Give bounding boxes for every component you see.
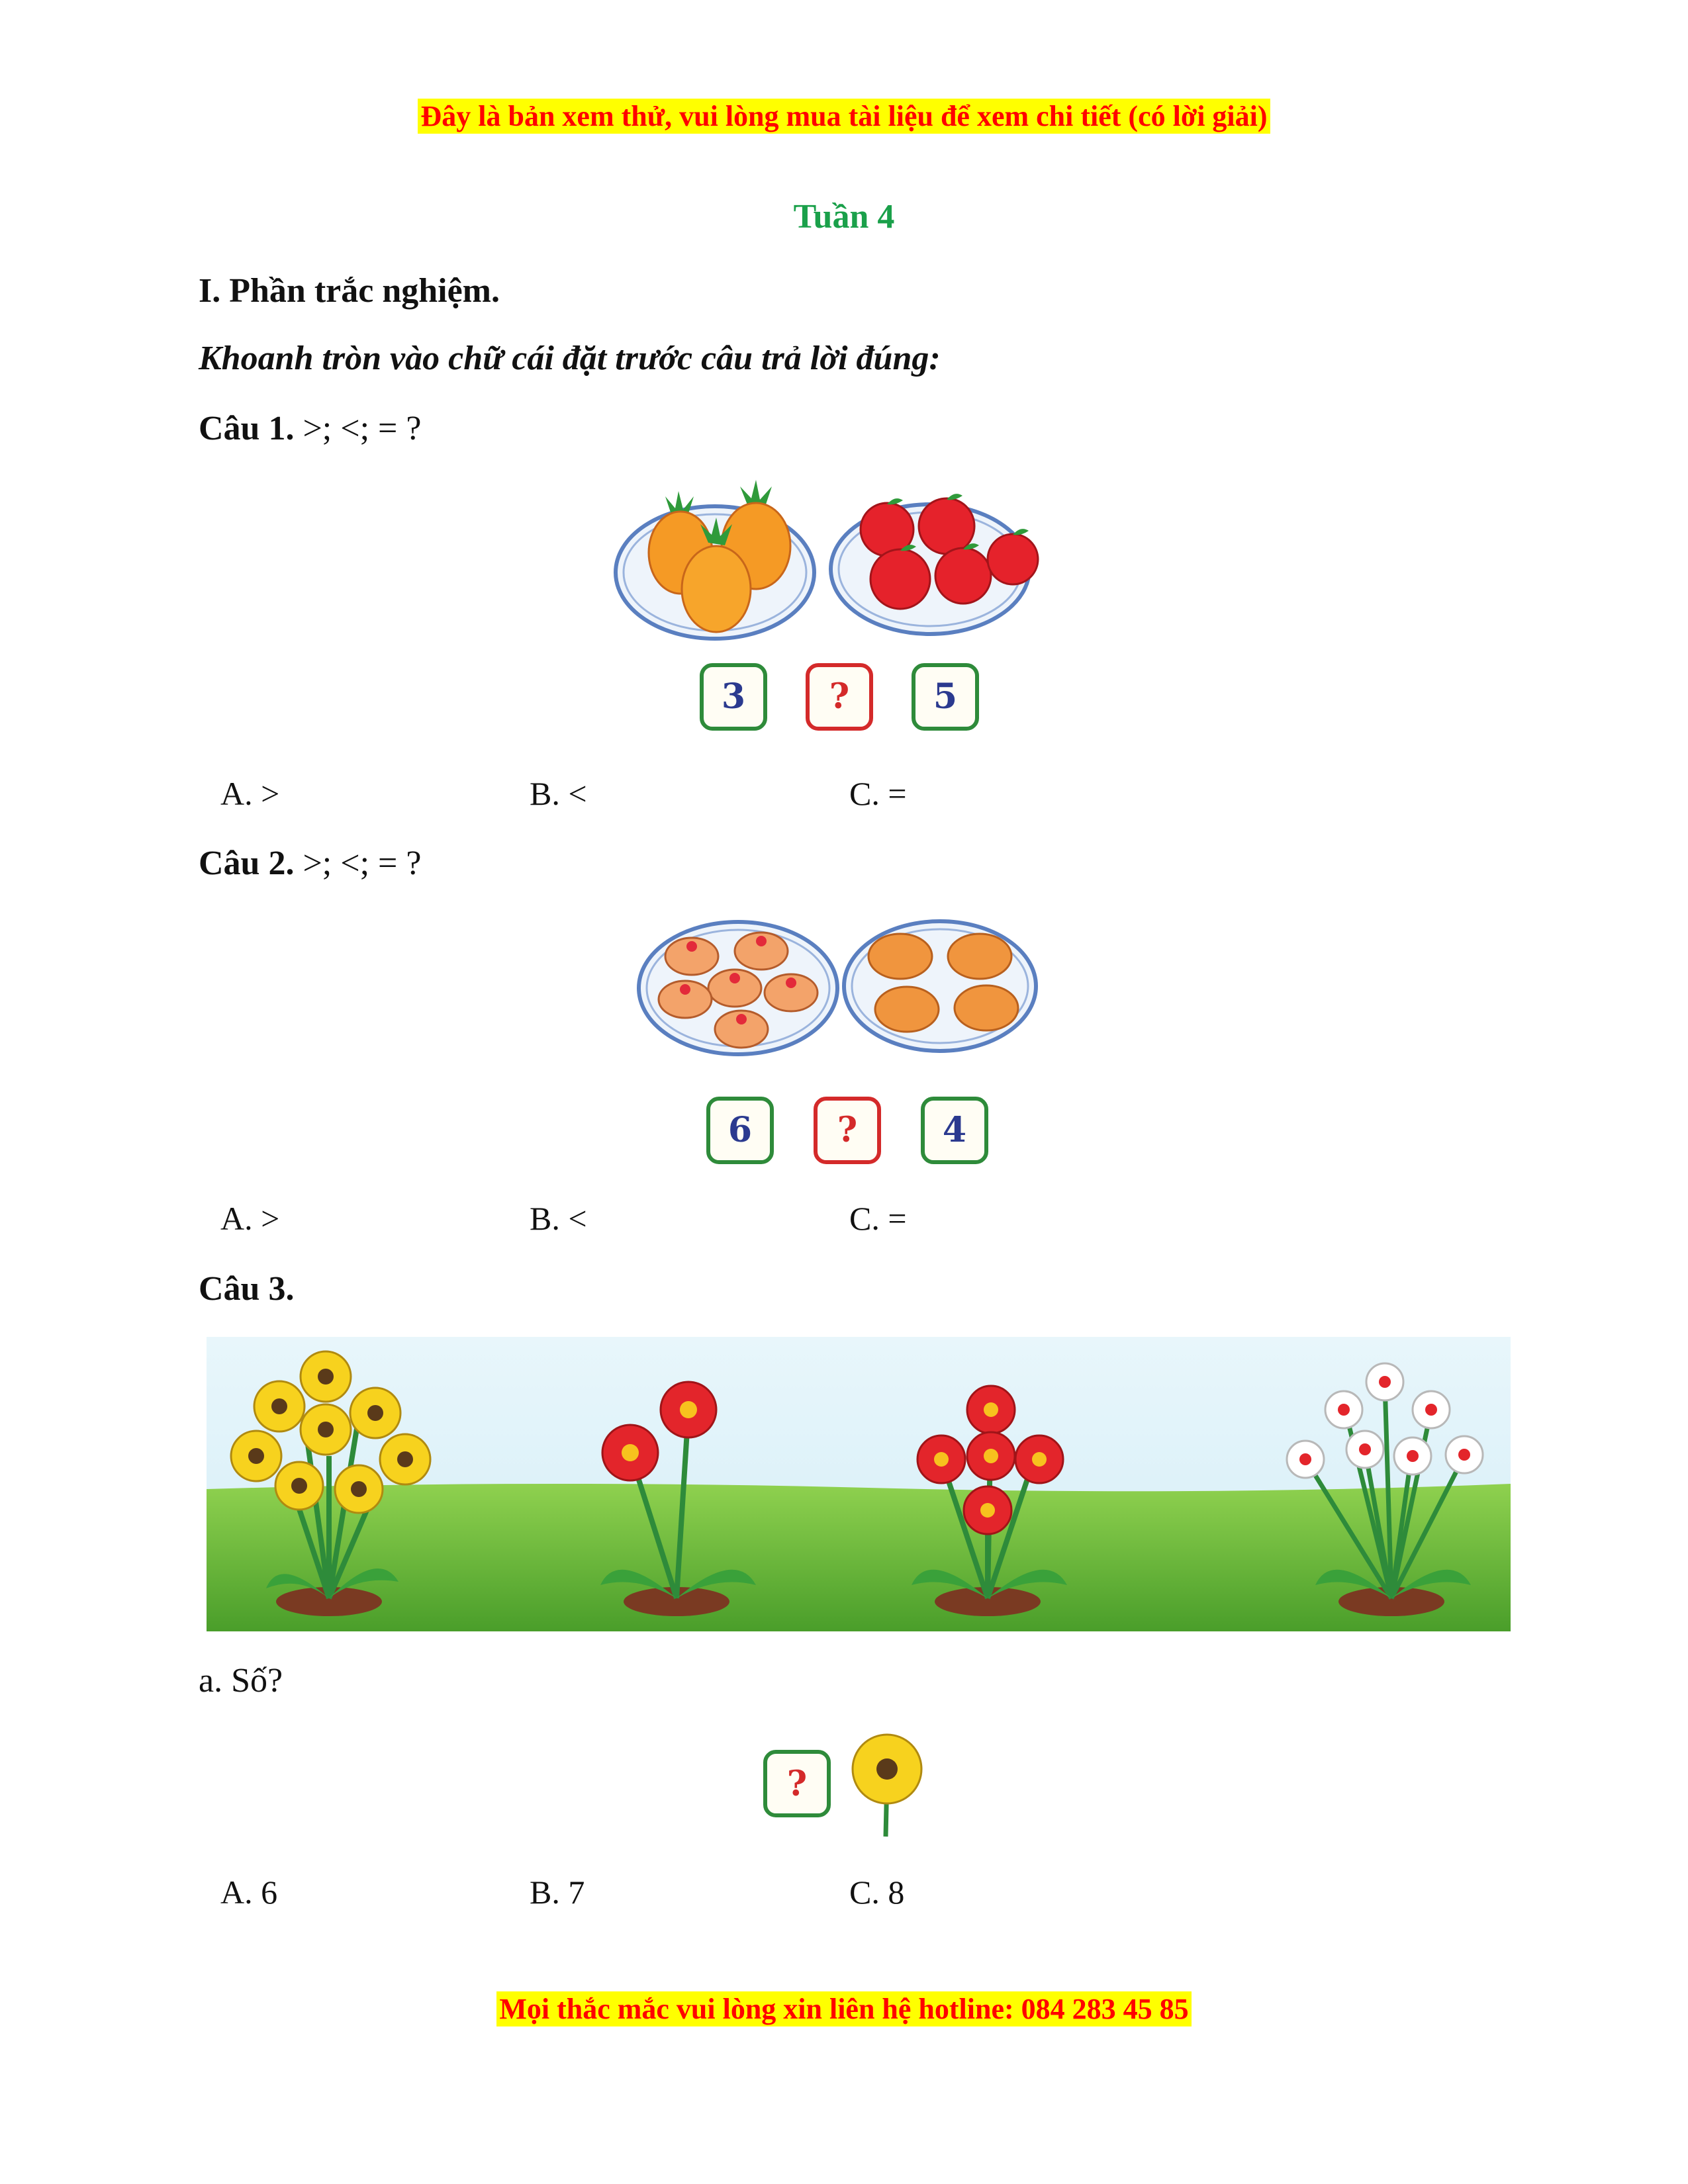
question-1-text: >; <; = ? [294,410,422,447]
pineapple-apple-figure [609,477,1072,741]
section-title: I. Phần trắc nghiệm. [199,272,500,310]
question-2-text: >; <; = ? [294,844,422,882]
page-title: Tuần 4 [793,198,895,236]
question-2-label: Câu 2. [199,844,295,882]
q1-option-b[interactable]: B. < [530,775,587,812]
header-notice: Đây là bản xem thử, vui lòng mua tài liệu để xem chi tiết (có lời giải) [0,99,1688,133]
q3-option-a[interactable]: A. 6 [220,1874,278,1911]
question-1-label: Câu 1. [199,410,295,447]
box-value-left: 6 [727,1110,753,1150]
q3-option-b[interactable]: B. 7 [530,1874,585,1911]
cakes-bread-figure [635,910,1059,1175]
q2-option-b[interactable]: B. < [530,1200,587,1237]
q3-option-c[interactable]: C. 8 [849,1874,905,1911]
question-2 [199,844,421,883]
question-1 [199,409,421,448]
instruction: Khoanh tròn vào chữ cái đặt trước câu trả lời đúng: [199,340,941,377]
q2-option-a[interactable]: A. > [220,1200,280,1237]
comparison-boxes [708,1099,986,1162]
box-value-right: 5 [933,676,958,717]
question-3-label: Câu 3. [199,1270,295,1308]
q2-option-c[interactable]: C. = [849,1200,907,1237]
count-prompt-figure [761,1731,947,1840]
box-value-question: ? [829,676,850,717]
box-value-question: ? [837,1110,858,1150]
comparison-boxes [702,665,977,729]
box-value-question: ? [786,1764,808,1804]
q1-option-c[interactable]: C. = [849,775,907,812]
q1-option-a[interactable]: A. > [220,775,280,812]
box-value-left: 3 [721,676,746,717]
footer-notice: Mọi thắc mắc vui lòng xin liên hệ hotline: 084 283 45 85 [0,1992,1688,2026]
flower-garden-figure [207,1337,1511,1631]
question-3a: a. Số? [199,1662,283,1700]
yellow-flower-icon [853,1735,921,1837]
box-value-right: 4 [942,1110,967,1150]
